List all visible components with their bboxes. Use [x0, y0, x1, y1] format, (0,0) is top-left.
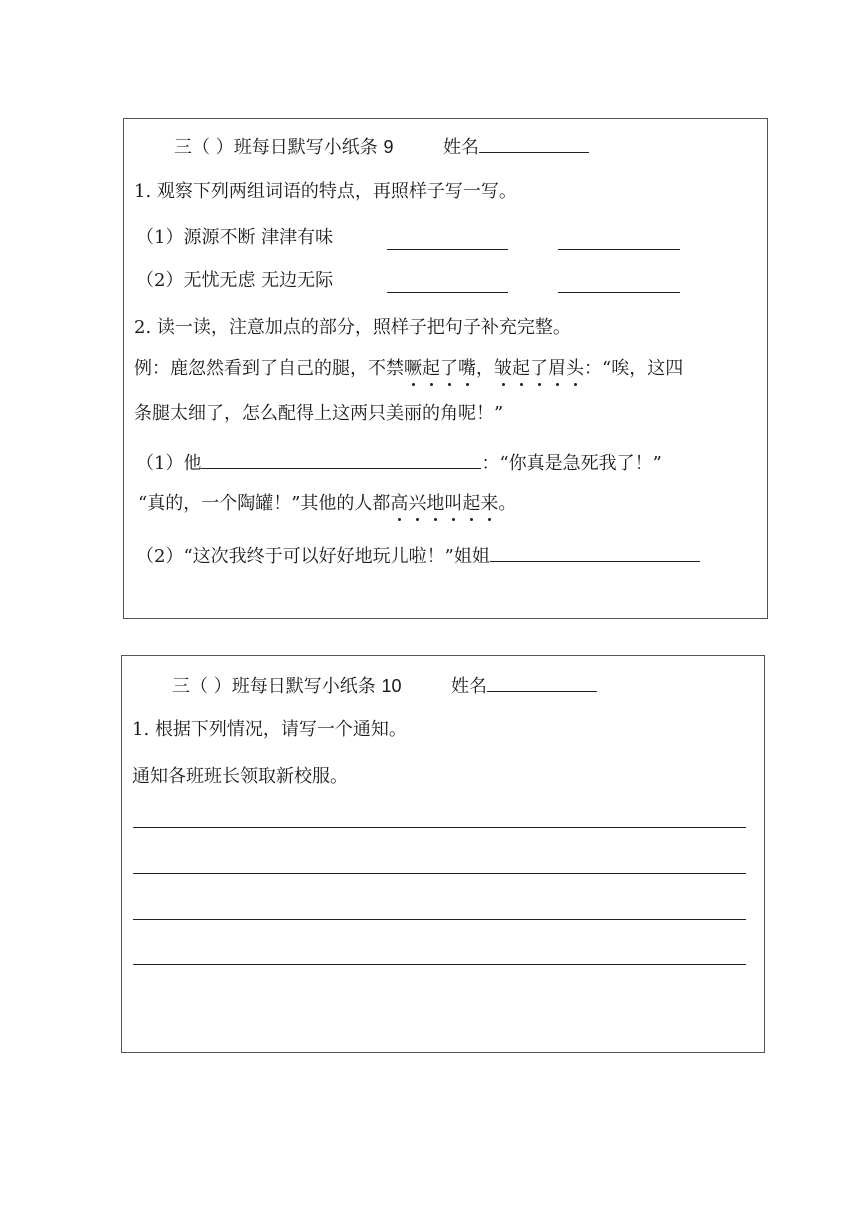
emphasis-char: 起 — [422, 358, 440, 379]
emphasis-char: 起 — [512, 358, 530, 379]
slip-title-text: 三（ ）班每日默写小纸条 — [172, 676, 376, 697]
name-blank[interactable] — [479, 134, 589, 153]
example-dotted-2 — [494, 358, 584, 379]
item-2-text: （2）“这次我终于可以好好地玩儿啦！”姐姐 — [136, 546, 490, 567]
item-1-reference — [138, 492, 516, 516]
emphasis-char: 眉 — [548, 358, 566, 379]
item-1-suffix: ：“你真是急死我了！” — [481, 453, 662, 474]
item-1 — [136, 450, 662, 476]
example-suffix: ：“唉，这四 — [584, 358, 684, 379]
slip-number: 10 — [381, 676, 402, 696]
q1-row-1-words: （1）源源不断 津津有味 — [136, 227, 334, 248]
question-1: 1. 观察下列两组词语的特点，再照样子写一写。 — [134, 181, 517, 202]
item-1-prefix: （1）他 — [136, 453, 202, 474]
slip-title-text: 三（ ）班每日默写小纸条 — [174, 137, 378, 158]
slip-title — [174, 134, 589, 160]
writing-line-3[interactable] — [133, 919, 746, 920]
emphasis-char: 起 — [462, 493, 481, 514]
slip-title — [172, 673, 597, 699]
dictation-slip-9 — [123, 118, 768, 619]
example-dotted-1 — [404, 358, 476, 379]
item-2-blank[interactable] — [490, 543, 700, 562]
writing-line-4[interactable] — [133, 964, 746, 965]
emphasis-char: 了 — [440, 358, 458, 379]
q1-row-1-blank-1[interactable] — [387, 231, 508, 250]
q1-row-2-blank-1[interactable] — [387, 274, 508, 293]
emphasis-char: 头 — [566, 358, 584, 379]
slip-number: 9 — [383, 137, 394, 157]
emphasis-char: 地 — [426, 493, 445, 514]
writing-line-1[interactable] — [133, 827, 746, 828]
emphasis-char: 皱 — [494, 358, 512, 379]
q1-row-1 — [136, 226, 333, 250]
example-mid: ， — [476, 358, 494, 379]
item-1-reference-suffix: 。 — [498, 493, 517, 514]
q1-row-2 — [136, 269, 333, 293]
item-1-reference-dotted — [390, 493, 498, 514]
q1-row-2-blank-2[interactable] — [558, 274, 680, 293]
dictation-slip-10 — [121, 655, 765, 1053]
emphasis-char: 嘴 — [458, 358, 476, 379]
emphasis-char: 了 — [530, 358, 548, 379]
question-2: 2. 读一读，注意加点的部分，照样子把句子补充完整。 — [134, 317, 571, 338]
example-prefix: 例：鹿忽然看到了自己的腿，不禁 — [134, 358, 404, 379]
writing-line-2[interactable] — [133, 873, 746, 874]
item-2 — [136, 543, 700, 569]
emphasis-char: 噘 — [404, 358, 422, 379]
example-sentence — [134, 357, 683, 381]
name-label: 姓名 — [442, 137, 479, 158]
item-1-blank[interactable] — [201, 450, 481, 469]
name-label: 姓名 — [450, 676, 487, 697]
notice-prompt: 通知各班班长领取新校服。 — [132, 766, 348, 787]
question-1: 1. 根据下列情况，请写一个通知。 — [132, 719, 407, 740]
q1-row-1-blank-2[interactable] — [558, 231, 680, 250]
example-sentence-line-2: 条腿太细了，怎么配得上这两只美丽的角呢！” — [134, 403, 504, 424]
q1-row-2-words: （2）无忧无虑 无边无际 — [136, 270, 334, 291]
emphasis-char: 叫 — [444, 493, 463, 514]
emphasis-char: 来 — [480, 493, 499, 514]
emphasis-char: 兴 — [408, 493, 427, 514]
name-blank[interactable] — [487, 673, 597, 692]
item-1-reference-prefix: “真的，一个陶罐！”其他的人都 — [138, 493, 391, 514]
emphasis-char: 高 — [390, 493, 409, 514]
